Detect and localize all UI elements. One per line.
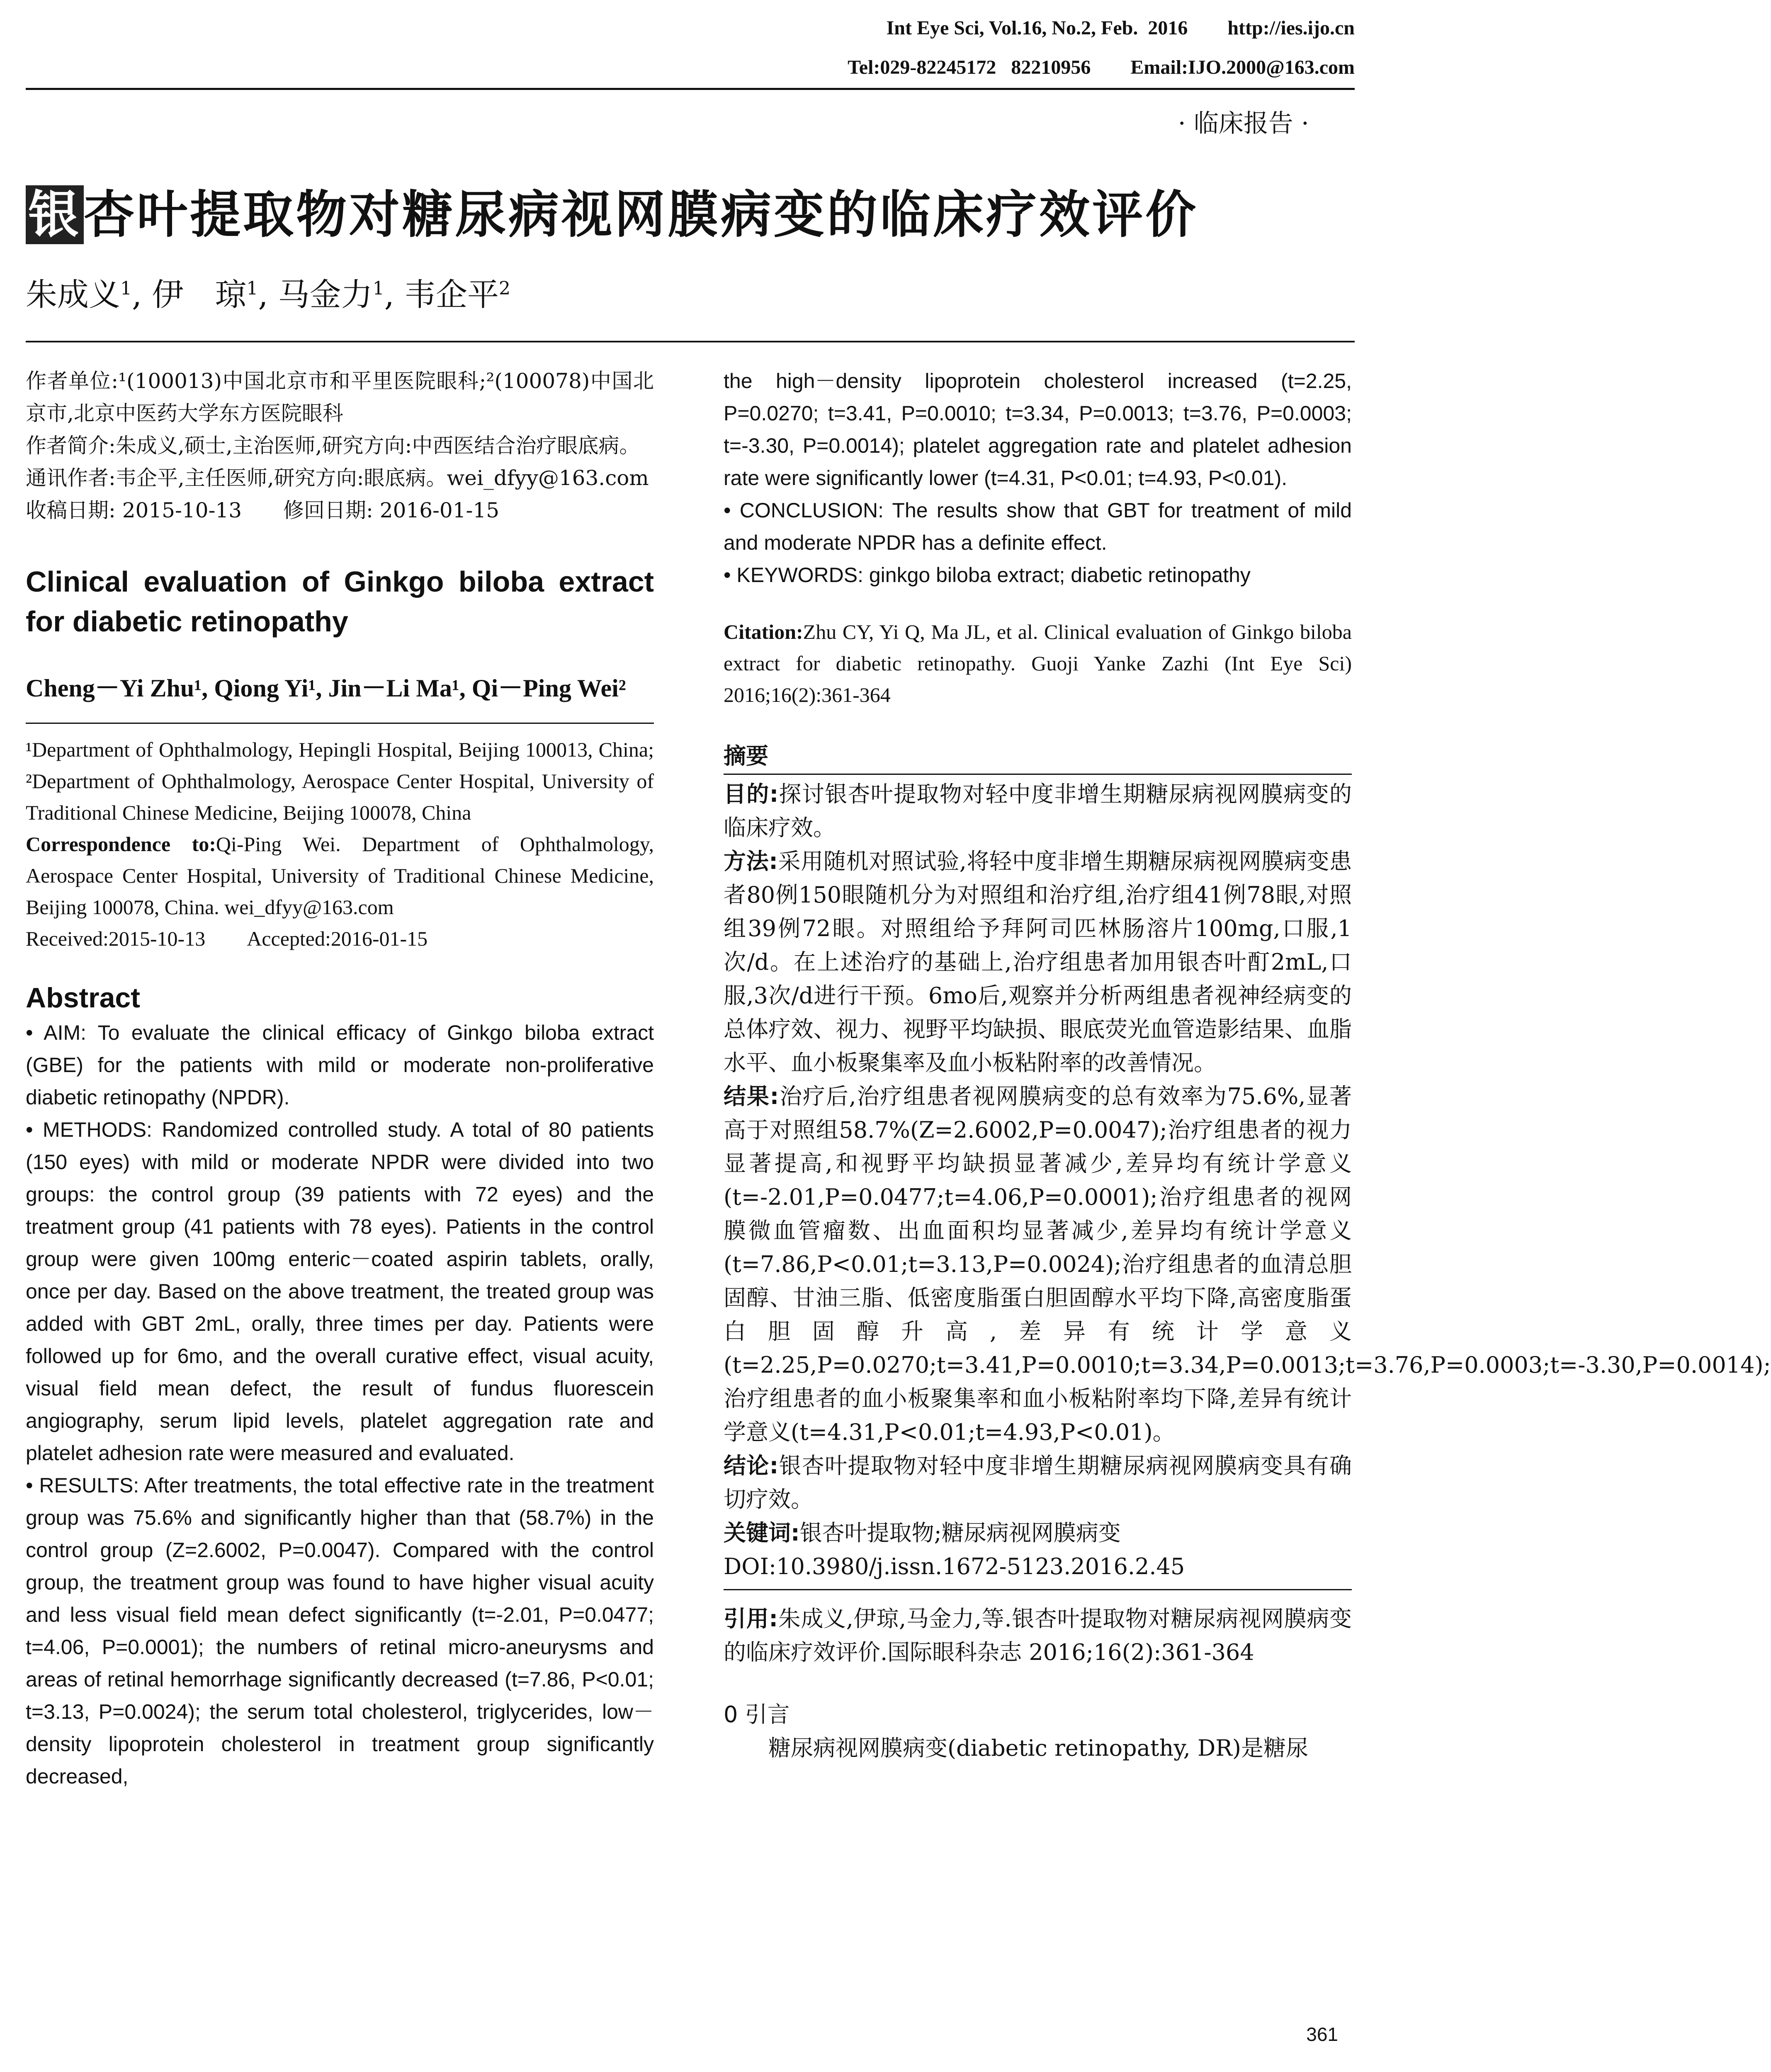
abstract-aim: • AIM: To evaluate the clinical efficacy of Ginkgo biloba extract (GBE) for the patients with mild or moderate non-proliferative diabetic retinopathy (NPDR).: [26, 1021, 654, 1109]
abstract-keywords: • KEYWORDS: ginkgo biloba extract; diabetic retinopathy: [724, 563, 1251, 587]
abstract-results: • RESULTS: After treatments, the total effective rate in the treatment group was 75.6% and significantly higher than that (58.7%) in the control group (Z=2.6002, P=0.0047). Compared with the control group, the treatment group was found to have higher visual acuity and less visual field mean defect significantly (t=-2.01, P=0.0477; t=4.06, P=0.0001); the numbers of retinal micro-aneurysms and areas of retinal hemorrhage significantly decreased (t=7.86, P<0.01; t=3.13, P=0.0024); the serum total cholesterol, triglycerides, low－density lipoprotein cholesterol in treatment group significantly decreased,: [26, 1474, 654, 1788]
english-title: Clinical evaluation of Ginkgo biloba extract for diabetic retinopathy: [26, 565, 654, 638]
header-rule: [26, 88, 1355, 90]
page-number: 361: [1306, 2023, 1338, 2045]
jielun-label: 结论:: [724, 1453, 779, 1479]
correspondence-cn: 通讯作者:韦企平,主任医师,研究方向:眼底病。wei_dfyy@163.com: [26, 466, 649, 490]
fangfa-text: 采用随机对照试验,将轻中度非增生期糖尿病视网膜病变患者80例150眼随机分为对照组和治疗组,治疗组41例78眼,对照组39例72眼。对照组给予拜阿司匹林肠溶片100mg,口服,1次/d。在上述治疗的基础上,治疗组患者加用银杏叶酊2mL,口服,3次/d进行干预。6mo后,观察并分析两组患者视神经病变的总体疗效、视力、视野平均缺损、眼底荧光血管造影结果、血脂水平、血小板聚集率及血小板粘附率的改善情况。: [724, 848, 1352, 1076]
author-intro-cn: 作者简介:朱成义,硕士,主治医师,研究方向:中西医结合治疗眼底病。: [26, 434, 640, 458]
zhaiyao-jieguo: [724, 1080, 1771, 1449]
author-name: 马金力: [278, 276, 373, 313]
author-affil-mark: 1: [246, 278, 258, 299]
jielun-text: 银杏叶提取物对轻中度非增生期糖尿病视网膜病变具有确切疗效。: [724, 1453, 1352, 1512]
author-name: 朱成义: [26, 276, 120, 313]
section-label: · 临床报告 ·: [1178, 109, 1309, 138]
jieguo-text: 治疗后,治疗组患者视网膜病变的总有效率为75.6%,显著高于对照组58.7%(Z=2.6002,P=0.0047);治疗组患者的视力显著提高,和视野平均缺损显著减少,差异均有统计学意义(t=-2.01,P=0.0477;t=4.06,P=0.0001);治疗组患者的视网膜微血管瘤数、出血面积均显著减少,差异均有统计学意义(t=7.86,P<0.01;t=3.13,P=0.0024);治疗组患者的血清总胆固醇、甘油三脂、低密度脂蛋白胆固醇水平均下降,高密度脂蛋白胆固醇升高,差异有统计学意义(t=2.25,P=0.0270;t=3.41,P=0.0010;t=3.34,P=0.0013;t=3.76,P=0.0003;t=-3.30,P=0.0014);治疗组患者的血小板聚集率和血小板粘附率均下降,差异有统计学意义(t=4.31,P<0.01;t=4.93,P<0.01)。: [724, 1083, 1771, 1445]
authors-rule: [26, 341, 1355, 342]
journal-header-line2: Tel:029-82245172 82210956 Email:IJO.2000@163.com: [848, 56, 1355, 78]
affiliation-cn: 作者单位:¹(100013)中国北京市和平里医院眼科;²(100078)中国北京市,北京中医药大学东方医院眼科: [26, 369, 654, 425]
author-affil-mark: 1: [372, 278, 384, 299]
correspondence-label: Correspondence to:: [26, 832, 216, 856]
abstract-heading: Abstract: [26, 982, 140, 1014]
cn-citation: [724, 1602, 1352, 1669]
mudi-label: 目的:: [724, 781, 779, 807]
author-name: 伊 琼: [152, 276, 247, 313]
citation-text: Zhu CY, Yi Q, Ma JL, et al. Clinical evaluation of Ginkgo biloba extract for diabetic retinopathy. Guoji Yanke Zazhi (Int Eye Sci) 2016;16(2):361-364: [724, 620, 1352, 706]
dates-cn: 收稿日期: 2015-10-13 修回日期: 2016-01-15: [26, 498, 500, 522]
intro-heading: 0 引言: [724, 1701, 790, 1727]
jieguo-label: 结果:: [724, 1083, 779, 1109]
zhaiyao-rule: [724, 774, 1352, 775]
citation-en: [724, 616, 1352, 711]
zhaiyao-mudi: [724, 777, 1352, 844]
mudi-text: 探讨银杏叶提取物对轻中度非增生期糖尿病视网膜病变的临床疗效。: [724, 781, 1352, 841]
right-column: [724, 365, 1771, 1765]
zhaiyao-keywords: [724, 1516, 1352, 1550]
zhaiyao-jielun: [724, 1449, 1352, 1516]
title-rest: 杏叶提取物对糖尿病视网膜病变的临床疗效评价: [84, 185, 1198, 244]
title-first-char: 银: [26, 185, 84, 244]
author-affil-mark: 1: [120, 278, 132, 299]
author-name: 韦企平: [404, 276, 499, 313]
correspondence-text: Qi-Ping Wei. Department of Ophthalmology, Aerospace Center Hospital, University of Traditional Chinese Medicine, Beijing 100078, China. wei_dfyy@163.com: [26, 832, 654, 919]
yinyong-label: 引用:: [724, 1606, 778, 1632]
article-title: [26, 174, 1198, 247]
authors-cn: 朱成义$^1$, 伊 琼$^1$, 马金力$^1$, 韦企平$^2$: [26, 276, 510, 313]
intro-text: 糖尿病视网膜病变(diabetic retinopathy, DR)是糖尿: [724, 1735, 1308, 1761]
zhaiyao-doi: DOI:10.3980/j.issn.1672-5123.2016.2.45: [724, 1553, 1185, 1579]
author-affil-mark: 2: [498, 278, 510, 299]
abstract-methods: • METHODS: Randomized controlled study. A total of 80 patients (150 eyes) with mild or moderate NPDR were divided into two groups: the control group (39 patients with 72 eyes) and the treatment group (41 patients with 78 eyes). Patients in the control group were given 100mg enteric－coated aspirin tablets, orally, once per day. Based on the above treatment, the treated group was added with GBT 2mL, orally, three times per day. Patients were followed up for 6mo, and the overall curative effect, visual acuity, visual field mean defect, the result of fundus fluorescein angiography, serum lipid levels, platelet aggregation rate and platelet adhesion rate were measured and evaluated.: [26, 1118, 654, 1465]
english-authors: Cheng－Yi Zhu¹, Qiong Yi¹, Jin－Li Ma¹, Qi－Ping Wei²: [26, 674, 626, 702]
guanjianci-label: 关键词:: [724, 1520, 800, 1546]
guanjianci-text: 银杏叶提取物;糖尿病视网膜病变: [799, 1520, 1121, 1546]
yinyong-text: 朱成义,伊琼,马金力,等.银杏叶提取物对糖尿病视网膜病变的临床疗效评价.国际眼科杂志 2016;16(2):361-364: [724, 1606, 1352, 1665]
citation-label: Citation:: [724, 620, 803, 643]
received-accepted: Received:2015-10-13 Accepted:2016-01-15: [26, 927, 428, 950]
abstract-conclusion: • CONCLUSION: The results show that GBT for treatment of mild and moderate NPDR has a definite effect.: [724, 499, 1352, 554]
english-affiliation: ¹Department of Ophthalmology, Hepingli Hospital, Beijing 100013, China; ²Department of Ophthalmology, Aerospace Center Hospital, University of Traditional Chinese Medicine, Beijing 100078, China: [26, 738, 654, 824]
english-correspondence: [26, 828, 654, 923]
doi-rule: [724, 1589, 1352, 1590]
affil-rule: [26, 723, 654, 724]
zhaiyao-fangfa: [724, 844, 1352, 1080]
journal-header-line1: Int Eye Sci, Vol.16, No.2, Feb. 2016 http://ies.ijo.cn: [886, 17, 1355, 39]
zhaiyao-heading: 摘要: [724, 743, 768, 769]
abstract-results-continued: the high－density lipoprotein cholesterol increased (t=2.25, P=0.0270; t=3.41, P=0.0010; t=3.34, P=0.0013; t=3.76, P=0.0003; t=-3.30, P=0.0014); platelet aggregation rate and platelet adhesion rate were significantly lower (t=4.31, P<0.01; t=4.93, P<0.01).: [724, 369, 1352, 490]
fangfa-label: 方法:: [724, 848, 778, 874]
left-column: [26, 365, 654, 1793]
